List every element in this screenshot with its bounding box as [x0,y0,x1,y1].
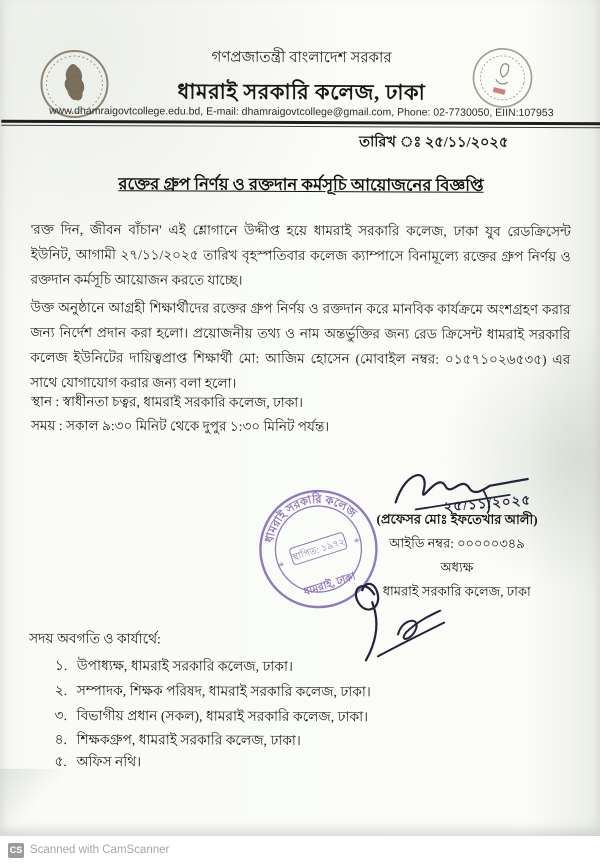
college-name: ধামরাই সরকারি কলেজ, ঢাকা [177,79,426,105]
distribution-item-3 [55,704,368,729]
item-text: শিক্ষকগ্রুপ, ধামরাই সরকারি কলেজ, ঢাকা। [76,732,301,749]
item-number: ২. [54,682,68,698]
signatory-name: (প্রফেসর মোঃ ইফতেখার আলী) [376,511,538,528]
distribution-item-1 [55,654,293,679]
stamp-bottom-text: ধামরাই, ঢাকা [302,571,358,599]
item-number: ১. [54,657,68,673]
stamp-star-left: * [276,558,287,574]
government-line: গণপ্রজাতন্ত্রী বাংলাদেশ সরকার [211,49,392,67]
item-text: বিভাগীয় প্রধান (সকল), ধামরাই সরকারি কলেজ, ঢাকা। [76,708,369,725]
stamp-established-text: স্থাপিত: ১৯৭২ [291,537,347,564]
signatory-designation: অধ্যক্ষ [440,559,474,575]
camscanner-footer [0,836,600,864]
signatory-organization: ধামরাই সরকারি কলেজ, ঢাকা [382,583,531,600]
camscanner-text: Scanned with CamScanner [30,844,170,856]
item-text: সম্পাদক, শিক্ষক পরিষদ, ধামরাই সরকারি কলেজ, ঢাকা। [76,683,371,700]
item-number: ৫. [54,753,67,769]
header-divider [1,120,600,129]
scan-corner-shade [0,769,68,835]
paragraph-1: 'রক্ত দিন, জীবন বাঁচান' এই শ্লোগানে উদ্দীপ্ত হয়ে ধামরাই সরকারি কলেজ, ঢাকা যুব রেডক্রিসেন্ট ইউনিট, আগামী ২৭/১১/২০২৫ তারিখ বৃহস্পতিবার কলেজ ক্যাম্পাসে বিনামূল্যে রক্তের গ্রুপ নির্ণয় ও রক্তদান কর্মসূচি আয়োজন করতে যাচ্ছে। [30,221,571,288]
item-number: ৩. [54,707,68,723]
notice-title: রক্তের গ্রুপ নির্ণয় ও রক্তদান কর্মসূচি আয়োজনের বিজ্ঞপ্তি [118,174,484,195]
item-number: ৪. [54,731,68,747]
secondary-signature-ink [344,576,494,669]
time-line: সময় : সকাল ৯:৩০ মিনিট থেকে দুপুর ১:৩০ মিনিট পর্যন্ত। [30,417,330,435]
handwritten-date: ২৫/১১/২০২৫ [443,492,532,515]
paragraph-2: উক্ত অনুষ্ঠানে আগ্রহী শিক্ষার্থীদের রক্তের গ্রুপ নির্ণয় ও রক্তদান করে মানবিক কার্যক্রমে অংশগ্রহণ করার জন্য নির্দেশ প্রদান করা হলো। প্রয়োজনীয় তথ্য ও নাম অন্তর্ভুক্তির জন্য রেড ক্রিসেন্ট ধামরাই সরকারি কলেজ ইউনিটের দায়িত্বপ্রাপ্ত শিক্ষার্থী মো: আজিম হোসেন (মোবাইল নম্বর: ০১৫৭১০২৬৫৩৫) এর সাথে যোগাযোগ করার জন্য বলা হলো। [30,299,571,391]
stamp-star-right: * [352,534,363,550]
date-line: তারিখ ঃ ২৫/১১/২০২৫ [359,134,509,151]
venue-line: স্থান : স্বাধীনতা চত্বর, ধামরাই সরকারি কলেজ, ঢাকা। [31,393,304,411]
distribution-item-2 [55,679,371,704]
distribution-heading: সদয় অবগতি ও কার্যার্থে: [29,630,161,647]
stamp-top-text: ধামরাই সরকারি কলেজ [263,493,359,544]
contact-line: www.dhamraigovtcollege.edu.bd, E-mail: dhamraigovtcollege@gmail.com, Phone: 02-7730050, EIIN:107953 [49,104,554,120]
signatory-id: আইডি নম্বর: ০০০০০৩৪৯ [389,535,525,551]
item-text: উপাধ্যক্ষ, ধামরাই সরকারি কলেজ, ঢাকা। [76,658,293,674]
item-text: অফিস নথি। [76,754,142,770]
svg-text:ধামরাই সরকারি কলেজ [254,479,362,548]
camscanner-icon: CS [8,843,24,858]
